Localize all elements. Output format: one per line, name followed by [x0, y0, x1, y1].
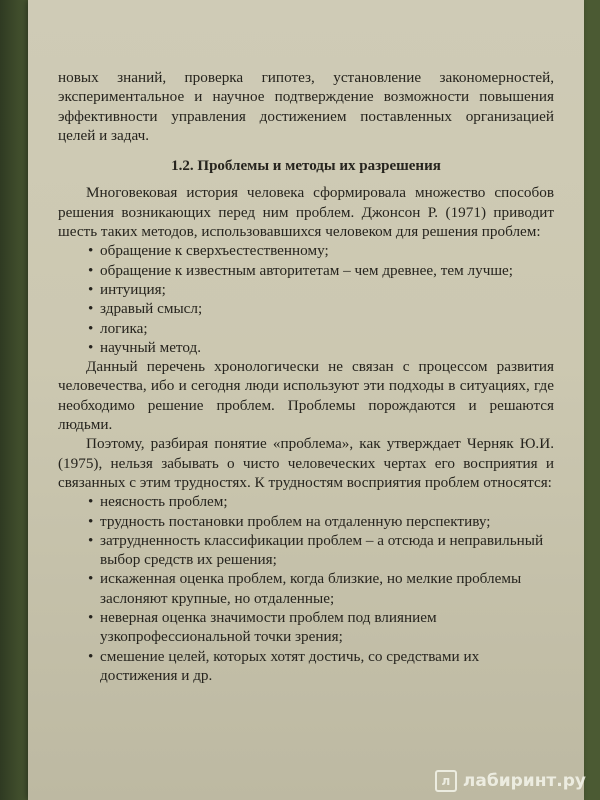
bullet-icon: •: [88, 493, 94, 511]
list-item: • интуиция;: [88, 280, 166, 298]
bullet-icon: •: [88, 512, 94, 530]
list-item: • неясность проблем;: [88, 493, 228, 511]
bullet-icon: •: [88, 570, 94, 588]
methods-list: [58, 241, 554, 357]
difficulties-list: [58, 492, 554, 685]
list-item: • научный метод.: [88, 338, 202, 356]
list-item: • затрудненность классификации проблем – а отсюда и неправильный выбор средств их решения;: [88, 531, 544, 569]
list-item: • здравый смысл;: [88, 300, 203, 318]
paragraph-methods-intro: Многовековая история человека сформировала множество способов решения возникающих перед ним проблем. Джонсон Р. (1971) приводит шесть таких методов, использовавшихся человеком для решения проблем:: [58, 184, 554, 241]
bullet-icon: •: [88, 647, 94, 665]
list-item: • трудность постановки проблем на отдаленную перспективу;: [88, 512, 491, 530]
bullet-icon: •: [88, 531, 94, 549]
bullet-icon: •: [88, 609, 94, 627]
watermark-text: лабиринт.ру: [462, 771, 586, 791]
paragraph-perception: Поэтому, разбирая понятие «проблема», как утверждает Черняк Ю.И. (1975), нельзя забывать о чисто человеческих чертах его восприятия и связанных с этим трудностях. К трудностям восприятия проблем относятся:: [58, 435, 554, 491]
bullet-icon: •: [88, 242, 94, 260]
book-page: [28, 0, 584, 800]
list-item: • смешение целей, которых хотят достичь, со средствами их достижения и др.: [88, 647, 480, 684]
bullet-icon: •: [88, 338, 94, 356]
list-item: • логика;: [88, 319, 148, 337]
bullet-icon: •: [88, 261, 94, 279]
intro-paragraph: новых знаний, проверка гипотез, установление закономерностей, экспериментальное и научное подтверждение возможности повышения эффективности управления достижением поставленных организацией целей и задач.: [58, 69, 554, 144]
watermark: [435, 770, 586, 792]
bullet-icon: •: [88, 319, 94, 337]
page-content: [58, 68, 554, 685]
bullet-icon: •: [88, 300, 94, 318]
list-item: • обращение к известным авторитетам – чем древнее, тем лучше;: [88, 261, 514, 279]
list-item: • обращение к сверхъестественному;: [88, 242, 329, 260]
labirint-logo-icon: л: [435, 770, 457, 792]
bullet-icon: •: [88, 280, 94, 298]
list-item: • искаженная оценка проблем, когда близкие, но мелкие проблемы заслоняют крупные, но отдаленные;: [88, 570, 522, 607]
section-title: 1.2. Проблемы и методы их разрешения: [171, 158, 441, 175]
paragraph-chronology: Данный перечень хронологически не связан с процессом развития человечества, ибо и сегодня люди используют эти подходы в ситуациях, где необходимо решение проблем. Проблемы порождаются и решаются людьми.: [58, 358, 554, 434]
list-item: • неверная оценка значимости проблем под влиянием узкопрофессиональной точки зрения;: [88, 609, 437, 646]
